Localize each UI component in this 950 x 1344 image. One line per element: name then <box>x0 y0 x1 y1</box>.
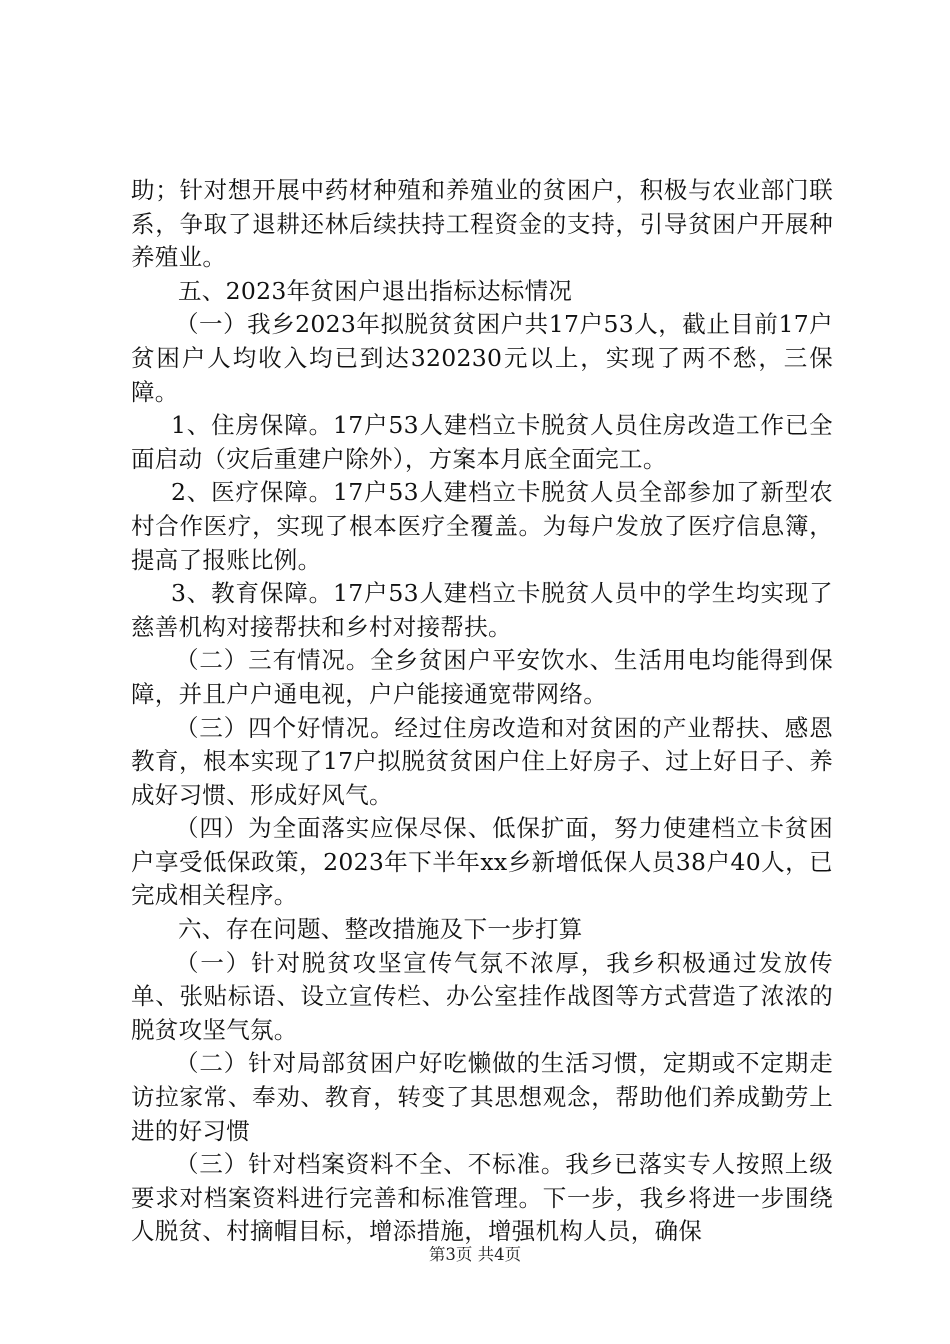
section-heading-six: 六、存在问题、整改措施及下一步打算 <box>178 915 583 944</box>
page-footer <box>0 1244 950 1266</box>
paragraph-issue-1: （一）针对脱贫攻坚宣传气氛不浓厚，我乡积极通过发放传单、张贴标语、设立宣传栏、办公室挂作战图等方式营造了浓浓的脱贫攻坚气氛。 <box>131 948 833 1044</box>
document-body <box>131 174 833 1249</box>
paragraph-item-3: （三）四个好情况。经过住房改造和对贫困的产业帮扶、感恩教育，根本实现了17户拟脱贫贫困户住上好房子、过上好日子、养成好习惯、形成好风气。 <box>131 713 833 809</box>
paragraph-item-4: （四）为全面落实应保尽保、低保扩面，努力使建档立卡贫困户享受低保政策，2023年下半年xx乡新增低保人员38户40人，已完成相关程序。 <box>131 814 833 910</box>
paragraph-item-1: （一）我乡2023年拟脱贫贫困户共17户53人，截止目前17户贫困户人均收入均已到达320230元以上，实现了两不愁，三保障。 <box>131 310 833 406</box>
paragraph-issue-2: （二）针对局部贫困户好吃懒做的生活习惯，定期或不定期走访拉家常、奉劝、教育，转变了其思想观念，帮助他们养成勤劳上进的好习惯 <box>131 1049 833 1145</box>
paragraph-issue-3: （三）针对档案资料不全、不标准。我乡已落实专人按照上级要求对档案资料进行完善和标准管理。下一步，我乡将进一步围绕人脱贫、村摘帽目标，增添措施，增强机构人员，确保 <box>131 1150 833 1246</box>
paragraph-education: 3、教育保障。17户53人建档立卡脱贫人员中的学生均实现了慈善机构对接帮扶和乡村对接帮扶。 <box>131 579 833 641</box>
paragraph-item-2: （二）三有情况。全乡贫困户平安饮水、生活用电均能得到保障，并且户户通电视，户户能接通宽带网络。 <box>131 646 833 708</box>
paragraph-continuation: 助；针对想开展中药材种殖和养殖业的贫困户，积极与农业部门联系，争取了退耕还林后续扶持工程资金的支持，引导贫困户开展种养殖业。 <box>131 176 833 272</box>
section-heading-five: 五、2023年贫困户退出指标达标情况 <box>178 276 573 305</box>
paragraph-housing: 1、住房保障。17户53人建档立卡脱贫人员住房改造工作已全面启动（灾后重建户除外），方案本月底全面完工。 <box>131 411 833 473</box>
paragraph-medical: 2、医疗保障。17户53人建档立卡脱贫人员全部参加了新型农村合作医疗，实现了根本医疗全覆盖。为每户发放了医疗信息簿，提高了报账比例。 <box>131 478 833 574</box>
page-number: 第3页 共4页 <box>428 1245 522 1264</box>
